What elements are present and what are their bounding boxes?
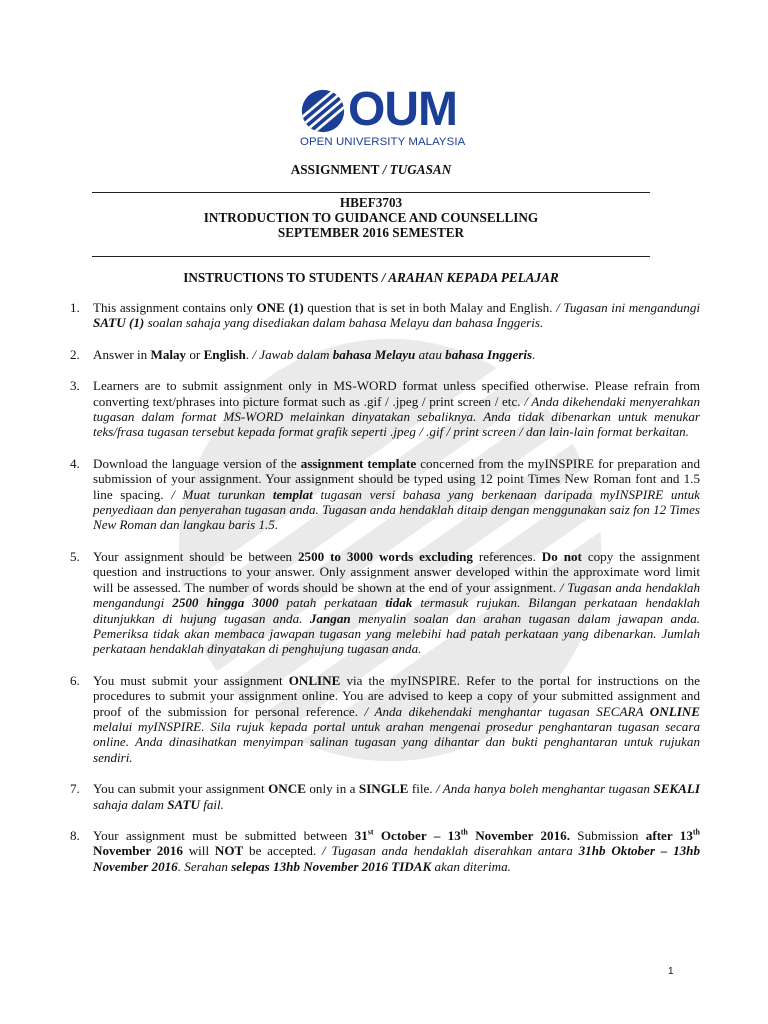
instruction-number: 1. [70,300,80,315]
instruction-text-segment: Malay [150,346,187,362]
instruction-item [70,456,700,533]
instruction-text-segment: references. [472,548,542,564]
instruction-number: 8. [70,827,80,843]
instruction-text-segment: will [182,843,215,859]
instruction-text-segment: Jangan [309,610,351,626]
instruction-text-segment: file. [408,781,436,797]
instruction-text-segment: November 2016 [93,843,183,859]
page-number: 1 [668,966,674,977]
instruction-text-segment: SINGLE [358,781,409,797]
instruction-text-segment: atau [415,346,446,362]
instruction-text [93,456,700,533]
instruction-text-segment: ONLINE [288,672,341,688]
instruction-text-segment: bahasa Inggeris [445,346,533,362]
instruction-text-segment: assignment template [300,455,417,471]
instruction-text-segment: Submission [569,827,646,843]
oum-logo [300,83,480,150]
instruction-number: 5. [70,548,80,564]
instruction-text-segment: selepas 13hb November 2016 TIDAK [231,858,432,874]
instruction-text-segment: templat [272,486,313,502]
instruction-text [93,378,700,440]
instruction-text-segment: th [460,827,468,837]
assignment-title [92,162,650,178]
instruction-text-segment: October – 13 [373,827,461,843]
instruction-text-segment: This assignment contains only [93,300,257,315]
instruction-number: 6. [70,672,80,688]
instruction-item [70,828,700,874]
instruction-text-segment: / Tugasan ini mengandungi [556,300,701,315]
instruction-text [93,828,700,874]
instruction-text-segment: SEKALI [653,781,700,797]
instructions-heading [92,270,650,286]
bottom-divider [92,256,650,257]
instruction-number: 4. [70,455,80,471]
instruction-item [70,549,700,657]
instruction-text-segment: 31hb Oktober – 13hb November 2016 [93,843,700,874]
instruction-text-segment: / Tugasan anda hendaklah diserahkan antara [322,843,579,859]
course-title: INTRODUCTION TO GUIDANCE AND COUNSELLING [203,210,539,225]
instructions-heading-en: INSTRUCTIONS TO STUDENTS [183,270,379,285]
instructions-list [70,300,700,890]
instruction-text-segment: ONE (1) [256,300,304,315]
instruction-item [70,781,700,812]
instruction-text-segment: th [692,827,700,837]
instruction-text-segment: Download the language version of the [93,455,301,471]
instructions-heading-ms: / ARAHAN KEPADA PELAJAR [378,270,559,285]
logo-wordmark: OUM [348,83,457,136]
assignment-label-en: ASSIGNMENT [290,162,380,177]
instruction-text-segment: question that is set in both Malay and English. [303,300,557,315]
instruction-text-segment: . [532,346,536,362]
instruction-text-segment: Answer in [93,346,151,362]
instruction-item [70,300,700,331]
semester: SEPTEMBER 2016 SEMESTER [277,225,465,240]
logo-subtitle: OPEN UNIVERSITY MALAYSIA [300,136,466,148]
instruction-text-segment: copy the assignment question and instructions to your answer. Only assignment answer developed within the approximate word limit will be assessed. The number of words should be shown at the end of your assignment. [93,548,700,595]
instruction-text-segment: st [367,827,374,837]
instruction-text-segment: melalui myINSPIRE. Sila rujuk kepada portal untuk arahan mengenai prosedur penghantaran tugasan secara online. Anda dinasihatkan menyimpan salinan tugasan yang dihantar dan bukti penghantaran untuk rujukan sendiri. [93,718,700,765]
instruction-text-segment: English [203,346,246,362]
instruction-text-segment: ONLINE [649,703,700,719]
instruction-text-segment: tugasan versi bahasa yang berkenaan daripada myINSPIRE untuk penyediaan dan penyerahan tugasan anda. Tugasan anda hendaklah ditaip dengan menggunakan saiz fon 12 Times New Roman dan langkau baris 1.5. [93,486,700,533]
instruction-number: 3. [70,378,80,394]
instruction-item [70,347,700,362]
instruction-text-segment: 2500 hingga 3000 [172,595,279,611]
instruction-text-segment: via the myINSPIRE. Refer to the portal for instructions on the procedures to submit your assignment online. You are advised to keep a copy of your submitted assignment and proof of the submission for personal reference. [93,672,700,719]
instruction-number: 7. [70,781,80,797]
instruction-text-segment: SATU [167,796,200,812]
instruction-text-segment: or [186,346,204,362]
instruction-text-segment: SATU (1) [93,315,145,331]
instruction-text-segment: akan diterima. [431,858,511,874]
instruction-text-segment: menyalin soalan dan arahan tugasan dalam jawapan anda. Pemeriksa tidak akan membaca jawapan tugasan yang melebihi had patah perkataan yang dibenarkan. Jumlah perkataan hendaklah dinyatakan di penghujung tugasan anda. [93,610,701,657]
instruction-text [93,781,700,812]
instruction-text-segment: bahasa Melayu [332,346,416,362]
instruction-text-segment: concerned from the myINSPIRE for preparation and submission of your assignment. Your assignment should be typed using 12 point Times New Roman font and 1.5 line spacing. [93,455,700,502]
instruction-text-segment: Do not [541,548,582,564]
instruction-text-segment: / Muat turunkan [171,486,273,502]
instruction-text-segment: sahaja dalam [93,796,168,812]
instruction-text [93,300,700,331]
instruction-text-segment: patah perkataan [278,595,386,611]
instruction-text-segment: You can submit your assignment [93,781,269,797]
instruction-text-segment: only in a [305,781,359,797]
instruction-text-segment: / Anda hanya boleh menghantar tugasan [435,781,654,797]
instruction-text-segment: / Anda dikehendaki menyerahkan tugasan dalam format MS-WORD melainkan dinyatakan sebaliknya. Anda tidak dibenarkan untuk menukar teks/frasa tugasan tersebut kepada format grafik seperti .jpeg / .gif / print screen / dan lain-lain format berkaitan. [93,393,700,440]
instruction-text-segment: Your assignment should be between [93,548,298,564]
instruction-text [93,347,700,362]
instruction-text-segment: tidak [385,595,413,611]
instruction-text-segment: / Jawab dalam [252,346,333,362]
instruction-number: 2. [70,346,80,362]
instruction-text-segment: . Serahan [177,858,232,874]
instruction-text-segment: be accepted. [243,843,323,859]
course-code: HBEF3703 [339,195,403,210]
instruction-text-segment: ONCE [268,781,306,797]
instruction-text-segment: / Tugasan anda hendaklah mengandungi [93,579,700,611]
instruction-text-segment: . [245,346,253,362]
instruction-text-segment: You must submit your assignment [93,672,289,688]
instruction-text [93,549,700,657]
instruction-item [70,378,700,440]
assignment-label-ms: / TUGASAN [379,162,452,177]
instruction-text-segment: 2500 to 3000 words excluding [297,548,473,564]
instruction-text-segment: Learners are to submit assignment only in MS-WORD format unless specified otherwise. Please refrain from converting text/phrases into picture format such as .gif / .jpeg / print screen / etc. [93,378,700,409]
instruction-text-segment: November 2016. [467,827,570,843]
instruction-text-segment: termasuk rujukan. Bilangan perkataan hendaklah ditunjukkan di hujung tugasan anda. [93,595,700,626]
instruction-text [93,673,700,765]
instruction-text-segment: soalan sahaja yang disediakan dalam bahasa Melayu dan bahasa Inggeris. [144,315,544,331]
oum-logo-icon [300,88,346,134]
top-divider [92,192,650,193]
instruction-text-segment: NOT [214,843,244,859]
instruction-text-segment: fail. [199,796,224,812]
instruction-text-segment: 31 [354,827,368,843]
instruction-text-segment: after 13 [645,827,693,843]
instruction-text-segment: Your assignment must be submitted between [93,827,355,843]
instruction-text-segment: / Anda dikehendaki menghantar tugasan SECARA [364,703,650,719]
instruction-item [70,673,700,765]
